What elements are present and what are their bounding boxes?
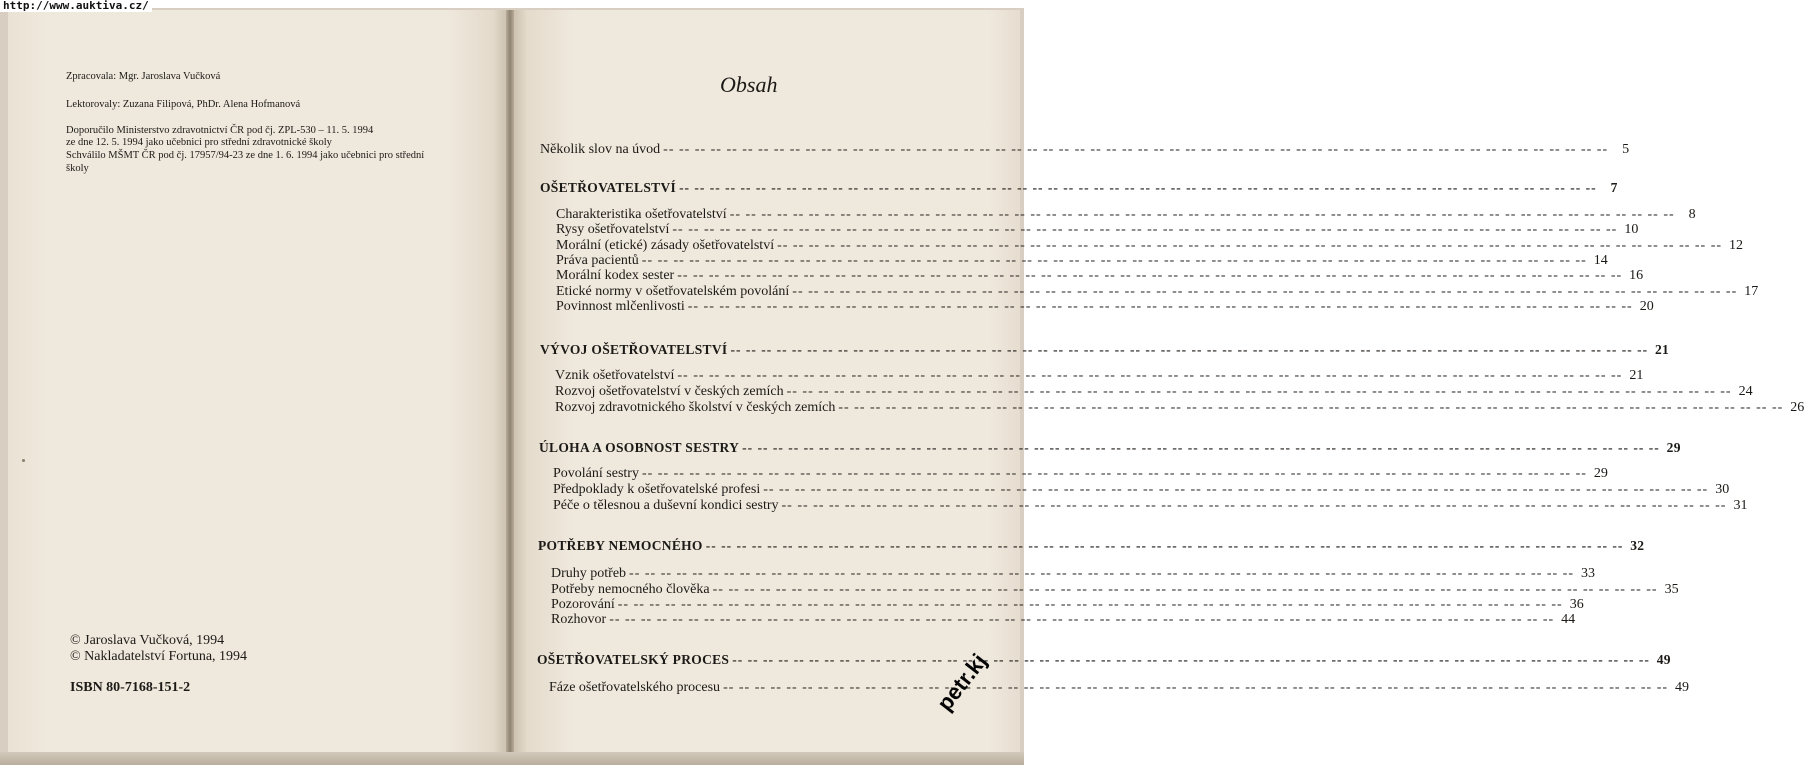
toc-label: VÝVOJ OŠETŘOVATELSTVÍ — [540, 342, 728, 357]
toc-page-number: 29 — [1593, 466, 1608, 481]
toc-page-number: 44 — [1561, 612, 1576, 627]
toc-entry — [553, 466, 1608, 482]
toc-label: Vznik ošetřovatelství — [555, 368, 675, 383]
page-bottom-edge — [0, 752, 1024, 765]
toc-entry — [556, 238, 1744, 254]
toc-label: OŠETŘOVATELSTVÍ — [540, 180, 677, 195]
toc-leader: -- -- -- -- -- -- -- -- -- -- -- -- -- -- -- -- -- -- -- -- -- -- -- -- -- -- -- -- -- -- -- -- -- -- -- -- -- -- -- -- -- -- -- -- -- -- -- -- -- -- -- -- -- -- -- -- -- -- -- -- — [677, 368, 1623, 383]
toc-page-number: 35 — [1664, 582, 1679, 597]
toc-leader: -- -- -- -- -- -- -- -- -- -- -- -- -- -- -- -- -- -- -- -- -- -- -- -- -- -- -- -- -- -- -- -- -- -- -- -- -- -- -- -- -- -- -- -- -- -- -- -- -- -- -- -- -- -- -- -- -- -- -- -- — [641, 466, 1587, 481]
toc-entry — [551, 597, 1584, 613]
toc-label: Morální kodex sester — [556, 268, 675, 283]
source-url: http://www.auktiva.cz/ — [0, 0, 152, 12]
copyright-author: © Jaroslava Vučková, 1994 — [70, 633, 225, 648]
toc-label: OŠETŘOVATELSKÝ PROCES — [537, 652, 730, 667]
toc-page-number: 7 — [1610, 180, 1618, 195]
toc-title: Obsah — [720, 72, 778, 97]
toc-section — [540, 342, 1670, 358]
toc-leader: -- -- -- -- -- -- -- -- -- -- -- -- -- -- -- -- -- -- -- -- -- -- -- -- -- -- -- -- -- -- -- -- -- -- -- -- -- -- -- -- -- -- -- -- -- -- -- -- -- -- -- -- -- -- -- -- -- -- -- -- — [786, 384, 1732, 399]
imprint-reviewers: Lektorovaly: Zuzana Filipová, PhDr. Alena Hofmanová — [66, 99, 301, 110]
toc-label: Etické normy v ošetřovatelském povolání — [556, 284, 790, 299]
toc-entry — [555, 368, 1644, 384]
toc-label: Péče o tělesnou a duševní kondici sestry — [553, 498, 779, 513]
toc-label: Pozorování — [551, 597, 615, 612]
toc-label: ÚLOHA A OSOBNOST SESTRY — [539, 440, 740, 455]
toc-label: Rozvoj ošetřovatelství v českých zemích — [555, 384, 784, 399]
toc-page-number: 16 — [1629, 268, 1644, 283]
isbn: ISBN 80-7168-151-2 — [70, 680, 191, 695]
toc-label: Povolání sestry — [553, 466, 639, 481]
toc-label: Morální (etické) zásady ošetřovatelství — [556, 238, 775, 253]
toc-label: Rozvoj zdravotnického školství v českých zemích — [555, 400, 836, 415]
toc-section — [537, 652, 1671, 668]
toc-leader: -- -- -- -- -- -- -- -- -- -- -- -- -- -- -- -- -- -- -- -- -- -- -- -- -- -- -- -- -- -- -- -- -- -- -- -- -- -- -- -- -- -- -- -- -- -- -- -- -- -- -- -- -- -- -- -- -- -- -- -- — [781, 498, 1727, 513]
toc-label: Rysy ošetřovatelství — [556, 222, 670, 237]
toc-entry — [556, 284, 1759, 300]
toc-leader: -- -- -- -- -- -- -- -- -- -- -- -- -- -- -- -- -- -- -- -- -- -- -- -- -- -- -- -- -- -- -- -- -- -- -- -- -- -- -- -- -- -- -- -- -- -- -- -- -- -- -- -- -- -- -- -- -- -- -- -- — [677, 268, 1623, 283]
toc-section — [538, 538, 1645, 554]
toc-page-number: 10 — [1624, 222, 1639, 237]
toc-section — [539, 440, 1681, 456]
toc-entry — [555, 384, 1753, 400]
toc-entry — [551, 566, 1595, 582]
toc-leader: -- -- -- -- -- -- -- -- -- -- -- -- -- -- -- -- -- -- -- -- -- -- -- -- -- -- -- -- -- -- -- -- -- -- -- -- -- -- -- -- -- -- -- -- -- -- -- -- -- -- -- -- -- -- -- -- -- -- -- -- — [730, 342, 1649, 357]
imprint-approval-line-3: Schválilo MŠMT ČR pod čj. 17957/94-23 ze dne 1. 6. 1994 jako učebnici pro střední — [66, 150, 425, 161]
copyright-publisher: © Nakladatelství Fortuna, 1994 — [70, 649, 248, 664]
toc-entry — [549, 680, 1690, 696]
imprint-author: Zpracovala: Mgr. Jaroslava Vučková — [66, 71, 221, 82]
toc-leader: -- -- -- -- -- -- -- -- -- -- -- -- -- -- -- -- -- -- -- -- -- -- -- -- -- -- -- -- -- -- -- -- -- -- -- -- -- -- -- -- -- -- -- -- -- -- -- -- -- -- -- -- -- -- -- -- -- -- -- -- — [742, 440, 1660, 455]
toc-label: Několik slov na úvod — [540, 142, 661, 157]
toc-leader: -- -- -- -- -- -- -- -- -- -- -- -- -- -- -- -- -- -- -- -- -- -- -- -- -- -- -- -- -- -- -- -- -- -- -- -- -- -- -- -- -- -- -- -- -- -- -- -- -- -- -- -- -- -- -- -- -- -- -- -- — [672, 222, 1618, 237]
toc-page-number: 17 — [1744, 284, 1759, 299]
watermark-stamp: petr.kj — [932, 648, 992, 716]
toc-leader: -- -- -- -- -- -- -- -- -- -- -- -- -- -- -- -- -- -- -- -- -- -- -- -- -- -- -- -- -- -- -- -- -- -- -- -- -- -- -- -- -- -- -- -- -- -- -- -- -- -- -- -- -- -- -- -- -- -- -- -- — [792, 284, 1738, 299]
toc-entry — [556, 299, 1654, 315]
toc-page-number: 49 — [1656, 652, 1671, 667]
toc-entry — [556, 253, 1608, 269]
toc-leader: -- -- -- -- -- -- -- -- -- -- -- -- -- -- -- -- -- -- -- -- -- -- -- -- -- -- -- -- -- -- -- -- -- -- -- -- -- -- -- -- -- -- -- -- -- -- -- -- -- -- -- -- -- -- -- -- -- -- -- -- — [763, 482, 1709, 497]
toc-page-number: 12 — [1729, 238, 1744, 253]
paper-speck — [22, 459, 25, 462]
imprint-approval-line-1: Doporučilo Ministerstvo zdravotnictví ČR pod čj. ZPL-530 – 11. 5. 1994 — [66, 125, 374, 136]
toc-page-number: 26 — [1790, 400, 1804, 415]
toc-leader: -- -- -- -- -- -- -- -- -- -- -- -- -- -- -- -- -- -- -- -- -- -- -- -- -- -- -- -- -- -- -- -- -- -- -- -- -- -- -- -- -- -- -- -- -- -- -- -- -- -- -- -- -- -- -- -- -- -- -- -- — [679, 180, 1597, 195]
toc-leader: -- -- -- -- -- -- -- -- -- -- -- -- -- -- -- -- -- -- -- -- -- -- -- -- -- -- -- -- -- -- -- -- -- -- -- -- -- -- -- -- -- -- -- -- -- -- -- -- -- -- -- -- -- -- -- -- -- -- -- -- — [705, 538, 1624, 553]
imprint-approval-line-2: ze dne 12. 5. 1994 jako učebnici pro střední zdravotnické školy — [66, 137, 332, 148]
toc-page-number: 32 — [1630, 538, 1645, 553]
toc-label: Práva pacientů — [556, 253, 639, 268]
toc-section — [540, 180, 1618, 196]
toc-page-number: 24 — [1738, 384, 1753, 399]
toc-leader: -- -- -- -- -- -- -- -- -- -- -- -- -- -- -- -- -- -- -- -- -- -- -- -- -- -- -- -- -- -- -- -- -- -- -- -- -- -- -- -- -- -- -- -- -- -- -- -- -- -- -- -- -- -- -- -- -- -- -- -- — [641, 253, 1587, 268]
toc-page-number: 29 — [1666, 440, 1681, 455]
toc-entry — [555, 400, 1804, 416]
toc-label: POTŘEBY NEMOCNÉHO — [538, 538, 703, 553]
toc-page-number: 21 — [1654, 342, 1670, 357]
book-gutter — [506, 10, 514, 755]
toc-label: Druhy potřeb — [551, 566, 627, 581]
toc-label: Fáze ošetřovatelského procesu — [549, 680, 721, 695]
toc-leader: -- -- -- -- -- -- -- -- -- -- -- -- -- -- -- -- -- -- -- -- -- -- -- -- -- -- -- -- -- -- -- -- -- -- -- -- -- -- -- -- -- -- -- -- -- -- -- -- -- -- -- -- -- -- -- -- -- -- -- -- — [663, 142, 1609, 157]
toc-entry — [551, 582, 1679, 598]
imprint-approval-line-4: školy — [66, 163, 89, 174]
toc-page-number: 14 — [1593, 253, 1608, 268]
toc-leader: -- -- -- -- -- -- -- -- -- -- -- -- -- -- -- -- -- -- -- -- -- -- -- -- -- -- -- -- -- -- -- -- -- -- -- -- -- -- -- -- -- -- -- -- -- -- -- -- -- -- -- -- -- -- -- -- -- -- -- -- — [838, 400, 1784, 415]
toc-label: Charakteristika ošetřovatelství — [556, 207, 727, 222]
toc-leader: -- -- -- -- -- -- -- -- -- -- -- -- -- -- -- -- -- -- -- -- -- -- -- -- -- -- -- -- -- -- -- -- -- -- -- -- -- -- -- -- -- -- -- -- -- -- -- -- -- -- -- -- -- -- -- -- -- -- -- -- — [629, 566, 1574, 581]
toc-page-number: 30 — [1715, 482, 1730, 497]
toc-label: Předpoklady k ošetřovatelské profesi — [553, 482, 761, 497]
toc-entry — [556, 207, 1696, 223]
toc-entry — [556, 222, 1639, 238]
toc-page-number: 20 — [1639, 299, 1654, 314]
toc-page-number: 49 — [1675, 680, 1690, 695]
toc-label: Povinnost mlčenlivosti — [556, 299, 685, 314]
toc-label: Potřeby nemocného člověka — [551, 582, 710, 597]
toc-entry — [553, 498, 1748, 514]
toc-leader: -- -- -- -- -- -- -- -- -- -- -- -- -- -- -- -- -- -- -- -- -- -- -- -- -- -- -- -- -- -- -- -- -- -- -- -- -- -- -- -- -- -- -- -- -- -- -- -- -- -- -- -- -- -- -- -- -- -- -- -- — [732, 652, 1650, 667]
toc-page-number: 31 — [1733, 498, 1748, 513]
toc-label: Rozhovor — [551, 612, 607, 627]
toc-leader: -- -- -- -- -- -- -- -- -- -- -- -- -- -- -- -- -- -- -- -- -- -- -- -- -- -- -- -- -- -- -- -- -- -- -- -- -- -- -- -- -- -- -- -- -- -- -- -- -- -- -- -- -- -- -- -- -- -- -- -- — [712, 582, 1658, 597]
toc-page-number: 36 — [1569, 597, 1584, 612]
toc-entry — [556, 268, 1644, 284]
toc-page-number: 5 — [1622, 142, 1630, 157]
toc-leader: -- -- -- -- -- -- -- -- -- -- -- -- -- -- -- -- -- -- -- -- -- -- -- -- -- -- -- -- -- -- -- -- -- -- -- -- -- -- -- -- -- -- -- -- -- -- -- -- -- -- -- -- -- -- -- -- -- -- -- -- — [617, 597, 1563, 612]
toc-leader: -- -- -- -- -- -- -- -- -- -- -- -- -- -- -- -- -- -- -- -- -- -- -- -- -- -- -- -- -- -- -- -- -- -- -- -- -- -- -- -- -- -- -- -- -- -- -- -- -- -- -- -- -- -- -- -- -- -- -- -- — [609, 612, 1555, 627]
toc-entry — [551, 612, 1576, 628]
toc-leader: -- -- -- -- -- -- -- -- -- -- -- -- -- -- -- -- -- -- -- -- -- -- -- -- -- -- -- -- -- -- -- -- -- -- -- -- -- -- -- -- -- -- -- -- -- -- -- -- -- -- -- -- -- -- -- -- -- -- -- -- — [777, 238, 1723, 253]
toc-page-number: 21 — [1629, 368, 1644, 383]
toc-page-number: 8 — [1688, 207, 1696, 222]
toc-entry — [540, 142, 1630, 158]
toc-page-number: 33 — [1581, 566, 1595, 581]
toc-leader: -- -- -- -- -- -- -- -- -- -- -- -- -- -- -- -- -- -- -- -- -- -- -- -- -- -- -- -- -- -- -- -- -- -- -- -- -- -- -- -- -- -- -- -- -- -- -- -- -- -- -- -- -- -- -- -- -- -- -- -- — [723, 680, 1669, 695]
toc-entry — [553, 482, 1730, 498]
toc-leader: -- -- -- -- -- -- -- -- -- -- -- -- -- -- -- -- -- -- -- -- -- -- -- -- -- -- -- -- -- -- -- -- -- -- -- -- -- -- -- -- -- -- -- -- -- -- -- -- -- -- -- -- -- -- -- -- -- -- -- -- — [687, 299, 1633, 314]
toc-leader: -- -- -- -- -- -- -- -- -- -- -- -- -- -- -- -- -- -- -- -- -- -- -- -- -- -- -- -- -- -- -- -- -- -- -- -- -- -- -- -- -- -- -- -- -- -- -- -- -- -- -- -- -- -- -- -- -- -- -- -- — [729, 207, 1675, 222]
